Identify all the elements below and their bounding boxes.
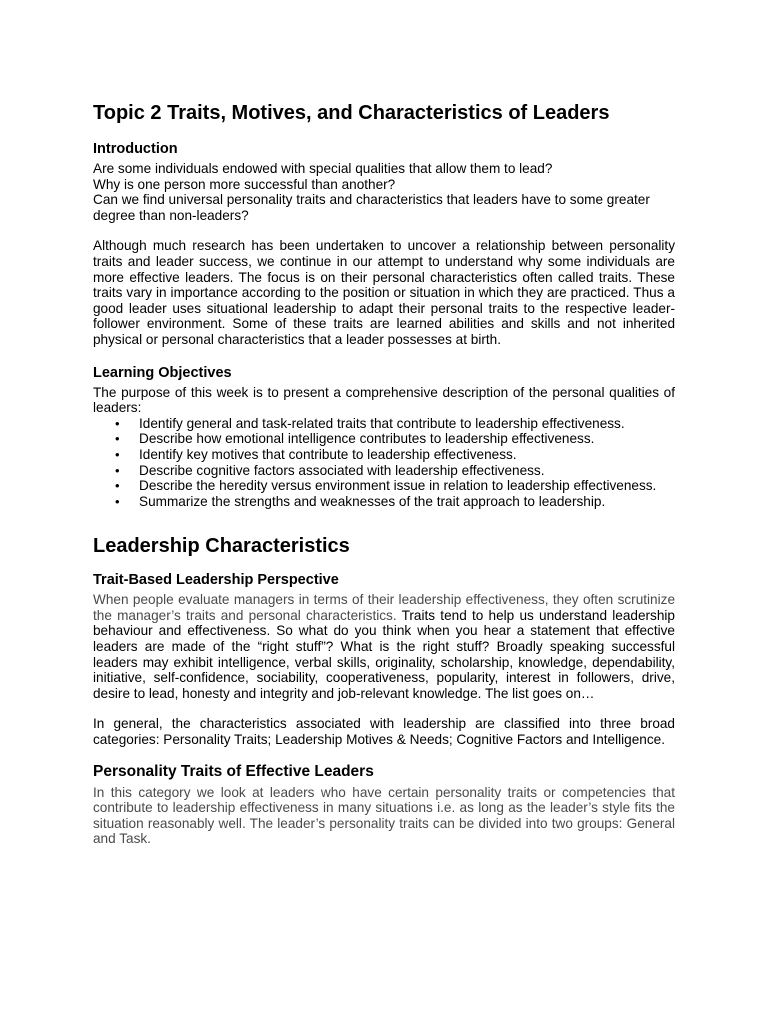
objectives-list — [93, 416, 675, 510]
list-item: • Describe the heredity versus environment issue in relation to leadership effectiveness. — [115, 478, 657, 494]
learning-objectives-heading: Learning Objectives — [93, 364, 232, 381]
list-item: • Identify general and task-related traits that contribute to leadership effectiveness. — [115, 415, 625, 431]
bullet-icon: • — [115, 462, 120, 478]
list-item: • Describe cognitive factors associated with leadership effectiveness. — [115, 462, 545, 478]
trait-based-paragraph — [93, 592, 675, 701]
page-title: Topic 2 Traits, Motives, and Characteristics of Leaders — [93, 102, 610, 124]
section-heading-leadership-characteristics: Leadership Characteristics — [93, 535, 350, 558]
bullet-icon: • — [115, 415, 120, 431]
categories-paragraph: In general, the characteristics associated with leadership are classified into three broad categories: Personality Traits; Leadership Motives & Needs; Cognitive Factors and Intelligence. — [93, 716, 675, 748]
intro-question-2: Why is one person more successful than another? — [93, 176, 396, 192]
introduction-heading: Introduction — [93, 141, 178, 157]
intro-paragraph: Although much research has been undertaken to uncover a relationship between personality traits and leader success, we continue in our attempt to understand why some individuals are more effective leaders. The focus is on their personal characteristics often called traits. These traits vary in importance according to the position or situation in which they are practiced. Thus a good leader uses situational leadership to adapt their personal traits to the respective leader-follower environment. Some of these traits are learned abilities and skills and not inherited physical or personal characteristics that a leader possesses at birth. — [93, 238, 675, 347]
list-item: • Identify key motives that contribute to leadership effectiveness. — [115, 446, 517, 462]
personality-traits-paragraph: In this category we look at leaders who have certain personality traits or competencies that contribute to leadership effectiveness in many situations i.e. as long as the leader’s style fits the situation reasonably well. The leader’s personality traits can be divided into two groups: General and Task. — [93, 784, 675, 847]
document-page — [93, 100, 675, 847]
trait-based-text-a: When people evaluate managers in terms of their leadership effectiveness, they often scrutinize the manager’s traits and personal characteristics. — [93, 592, 675, 623]
bullet-icon: • — [115, 478, 120, 494]
list-item: • Summarize the strengths and weaknesses of the trait approach to leadership. — [115, 493, 606, 509]
bullet-icon: • — [115, 431, 120, 447]
bullet-icon: • — [115, 446, 120, 462]
trait-based-text-b: Traits tend to help us understand leadership behaviour and effectiveness. So what do you think when you hear a statement that effective leaders are made of the “right stuff”? What is the right stuff? Broadly speaking successful leaders may exhibit intelligence, verbal skills, originality, scholarship, knowledge, dependability, initiative, self-confidence, sociability, cooperativeness, popularity, interest in followers, drive, desire to lead, honesty and integrity and job-relevant knowledge. The list goes on… — [93, 607, 675, 701]
personality-traits-heading: Personality Traits of Effective Leaders — [93, 762, 374, 780]
objectives-lead: The purpose of this week is to present a comprehensive description of the personal qualities of leaders: — [93, 384, 675, 416]
intro-question-3: Can we find universal personality traits and characteristics that leaders have to some greater degree than non-leaders? — [93, 192, 650, 223]
bullet-icon: • — [115, 493, 120, 509]
trait-based-heading: Trait-Based Leadership Perspective — [93, 572, 339, 589]
list-item: • Describe how emotional intelligence contributes to leadership effectiveness. — [115, 431, 595, 447]
intro-question-1: Are some individuals endowed with special qualities that allow them to lead? — [93, 161, 553, 176]
